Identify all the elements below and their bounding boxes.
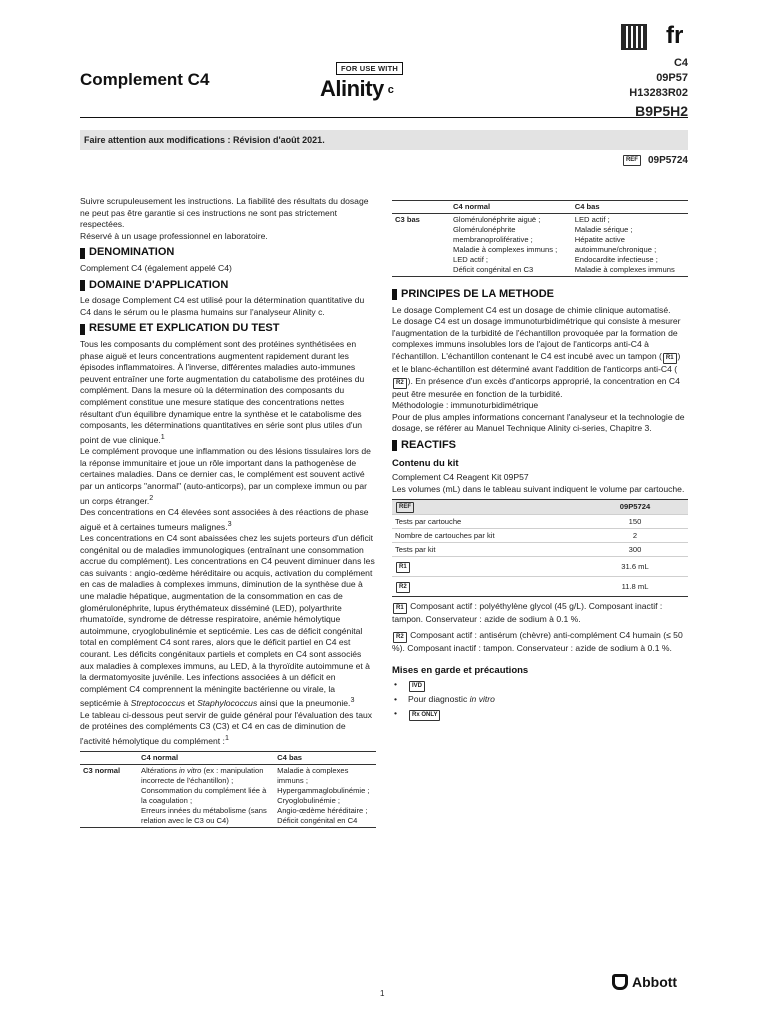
brand-suffix: c bbox=[387, 84, 394, 96]
kit-contents-table bbox=[392, 499, 688, 597]
precautions-list bbox=[392, 679, 688, 721]
section-heading-denomination: DENOMINATION bbox=[80, 247, 376, 259]
c3-bas-table bbox=[392, 200, 688, 277]
left-column bbox=[80, 196, 376, 828]
ref-line bbox=[622, 155, 688, 166]
r1-symbol-icon: R1 bbox=[663, 353, 677, 364]
denomination-text: Complement C4 (également appelé C4) bbox=[80, 262, 232, 273]
table-cell: Maladie à complexes immuns ; Hypergammaglobulinémie ; Cryoglobulinémie ; Angio-œdème héréditaire ; Déficit congénital en C4 bbox=[274, 765, 376, 828]
footnote-ref: 3 bbox=[350, 696, 355, 705]
c3-normal-table bbox=[80, 751, 376, 828]
resume-paragraph: Des concentrations en C4 élevées sont associées à des réactions de phase aiguë et à certaines tumeurs malignes.$^3$ bbox=[80, 506, 369, 532]
table-header: 09P5724 bbox=[582, 500, 688, 515]
table-row: R1 31.6 mL bbox=[392, 557, 688, 577]
r1-symbol-icon: R1 bbox=[396, 562, 410, 573]
for-use-with-label: FOR USE WITH bbox=[336, 62, 403, 75]
row-header: C3 normal bbox=[80, 765, 138, 828]
kit-name: Complement C4 Reagent Kit 09P57 bbox=[392, 472, 529, 483]
table-row: Nombre de cartouches par kit 2 bbox=[392, 529, 688, 543]
qr-code-icon bbox=[621, 24, 647, 50]
table-header: C4 normal bbox=[450, 201, 572, 214]
subheading-mises-en-garde: Mises en garde et précautions bbox=[392, 664, 529, 676]
table-header: C4 bas bbox=[274, 752, 376, 765]
table-row bbox=[80, 765, 376, 828]
brand-name: Alinity bbox=[320, 76, 384, 101]
list-item: • Pour diagnostic in vitro bbox=[392, 694, 688, 706]
table-header: C4 normal bbox=[138, 752, 274, 765]
domaine-text: Le dosage Complement C4 est utilisé pour la détermination quantitative du C4 dans le sérum ou le plasma humains sur l'analyseur Alinity c. bbox=[80, 295, 365, 317]
table-cell: LED actif ; Maladie sérique ; Hépatite active autoimmune/chronique ; Endocardite infectieuse ; Maladie à complexes immuns bbox=[572, 214, 688, 277]
code-line: C4 bbox=[673, 57, 688, 69]
section-heading-domaine: DOMAINE D'APPLICATION bbox=[80, 280, 376, 292]
principes-paragraph: Pour de plus amples informations concernant l'analyseur et la technologie de dosage, se référer au Manuel Technique Alinity ci-series, Chapitre 3. bbox=[392, 411, 685, 434]
revision-banner: Faire attention aux modifications : Révision d'août 2021. bbox=[80, 130, 688, 150]
table-row bbox=[392, 214, 688, 277]
list-item bbox=[392, 708, 688, 721]
intro-paragraph: Suivre scrupuleusement les instructions. La fiabilité des résultats du dosage ne peut pas être garantie si ces instructions ne sont pas strictement respectées. bbox=[80, 196, 369, 230]
resume-paragraph: Tous les composants du complément sont des protéines synthétisées en phase aiguë et leurs concentrations augmentent rapidement durant les épisodes inflammatoires. À l'inverse, différentes maladies auto-immunes peuvent entraîner une forte augmentation du catabolisme des protéines du complément. Dans la mesure où la détermination des composants du complément constitue une mesure statique des concentrations nettes résultant d'un équilibre dynamique entre la synthèse et le catabolisme des composants, les déterminations quantitatives en série sont plus utiles d'un point de vue clinique.$^1$ bbox=[80, 338, 365, 445]
intro-paragraph: Réservé à un usage professionnel en laboratoire. bbox=[80, 230, 268, 241]
volumes-text: Les volumes (mL) dans le tableau suivant indiquent le volume par cartouche. bbox=[392, 483, 685, 494]
r2-symbol-icon: R2 bbox=[393, 632, 407, 643]
footnote-ref: 3 bbox=[227, 519, 232, 528]
footnote-ref: 2 bbox=[149, 493, 154, 502]
ivd-symbol-icon: IVD bbox=[409, 681, 425, 692]
table-cell: Glomérulonéphrite aiguë ; Glomérulonéphrite membranoproliférative ; Maladie à complexes immuns ; LED actif ; Déficit congénital en C3 bbox=[450, 214, 572, 277]
code-line-big: B9P5H2 bbox=[635, 103, 688, 119]
table-row: Tests par kit 300 bbox=[392, 543, 688, 557]
header-rule bbox=[80, 117, 688, 118]
ref-value: 09P5724 bbox=[647, 155, 688, 166]
resume-paragraph: Le complément provoque une inflammation ou des lésions tissulaires lors de la réponse immunitaire et joue un rôle important dans la pathogenèse de certaines maladies. Dans ce dernier cas, le complément est souvent activé par un anticorps "anormal" (auto-anticorps), par un complexe immun ou par un corps étranger.$^2$ bbox=[80, 446, 371, 506]
section-heading-resume: RESUME ET EXPLICATION DU TEST bbox=[80, 323, 376, 335]
table-header: C4 bas bbox=[572, 201, 688, 214]
abbott-logo-icon bbox=[612, 974, 628, 990]
table-row: R2 11.8 mL bbox=[392, 577, 688, 597]
code-line: 09P57 bbox=[656, 72, 688, 84]
abbott-logo bbox=[612, 974, 677, 990]
row-header: C3 bas bbox=[392, 214, 450, 277]
r2-description: R2 Composant actif : antisérum (chèvre) anti-complément C4 humain (≤ 50 %). Composant inactif : tampon. Conservateur : azide de sodium à 0.1 %. bbox=[392, 629, 683, 653]
right-column bbox=[392, 200, 688, 723]
footnote-ref: 1 bbox=[160, 432, 165, 441]
code-line: H13283R02 bbox=[629, 87, 688, 99]
table-row: Tests par cartouche 150 bbox=[392, 515, 688, 529]
principes-paragraph: Le dosage C4 est un dosage immunoturbidimétrique qui consiste à mesurer l'augmentation de la turbidité de l'échantillon provoquée par la formation de complexes immuns insolubles lors de l'ajout de l'anticorps anti-C4 à l'échantillon. L'échantillon contenant le C4 est incubé avec un tampon ( R1 ) et le blanc-échantillon est déterminé avant l'addition de l'anticorps anti-C4 (R2 ). En présence d'un excès d'anticorps approprié, la concentration en C4 peut être mesurée en fonction de la turbidité. bbox=[392, 316, 681, 399]
r2-symbol-icon: R2 bbox=[393, 378, 407, 389]
document-codes bbox=[629, 56, 688, 121]
section-heading-principes: PRINCIPES DE LA METHODE bbox=[392, 289, 688, 301]
resume-paragraph: Le tableau ci-dessous peut servir de guide général pour l'évaluation des taux de protéines des compléments C3 (C3) et C4 en cas de diminution de l'activité hémolytique du complément :$^1$ bbox=[80, 709, 373, 746]
resume-paragraph: Les concentrations en C4 sont abaissées chez les sujets porteurs d'un déficit congénital ou de maladies immunologiques (entraînant une consommation accrue du complément). Les concentrations en C4 peuvent diminuer dans les cas suivants : angio-œdème héréditaire ou acquis, activation du complément en cas de maladies à complexes immuns, diminution de la synthèse due à une maladie hépatique, augmentation de la consommation en cas de glomérulonéphrite, lupus érythémateux disséminé (LED), polyarthrite rhumatoïde, syndrome de détresse respiratoire, anémie hémolytique autoimmune, cryoglobulinémie et septicémie. Les cas de déficit congénital total en complément C4 sont rares, alors que le déficit partiel en C4 est courant. Les déficits congénitaux partiels et complets en C4 sont associés aux maladies à complexes immuns, au LED, à la thyroïdite autoimmune et à la dermatomyosite juvénile. Les infections associées à un déficit en complément C4 comprennent la méningite bactérienne ou virale, la septicémie à Streptococcus et Staphylococcus ainsi que la pneumonie.$^3$ bbox=[80, 533, 375, 709]
ref-symbol-icon: REF bbox=[396, 502, 414, 513]
principes-paragraph: Le dosage Complement C4 est un dosage de chimie clinique automatisé. bbox=[392, 304, 671, 315]
page-number: 1 bbox=[380, 989, 385, 998]
r1-description: R1 Composant actif : polyéthylène glycol (45 g/L). Composant inactif : tampon. Conservateur : azide de sodium à 0.1 %. bbox=[392, 601, 663, 625]
list-item bbox=[392, 679, 688, 692]
principes-paragraph: Méthodologie : immunoturbidimétrique bbox=[392, 400, 539, 411]
product-title: Complement C4 bbox=[80, 70, 210, 89]
rx-only-symbol-icon: Rx ONLY bbox=[409, 710, 440, 721]
r2-symbol-icon: R2 bbox=[396, 582, 410, 593]
ref-symbol-icon: REF bbox=[623, 155, 641, 166]
r1-symbol-icon: R1 bbox=[393, 603, 407, 614]
section-heading-reactifs: REACTIFS bbox=[392, 440, 688, 452]
subheading-contenu: Contenu du kit bbox=[392, 457, 459, 469]
abbott-brand: Abbott bbox=[632, 974, 678, 990]
table-cell: Altérations in vitro (ex : manipulation incorrecte de l'échantillon) ; Consommation du complément liée à la coagulation ; Erreurs innées du métabolisme (sans relation avec le C3 ou C4) bbox=[138, 765, 274, 828]
alinity-logo bbox=[320, 76, 393, 102]
language-code: fr bbox=[666, 22, 684, 49]
footnote-ref: 1 bbox=[224, 733, 229, 742]
